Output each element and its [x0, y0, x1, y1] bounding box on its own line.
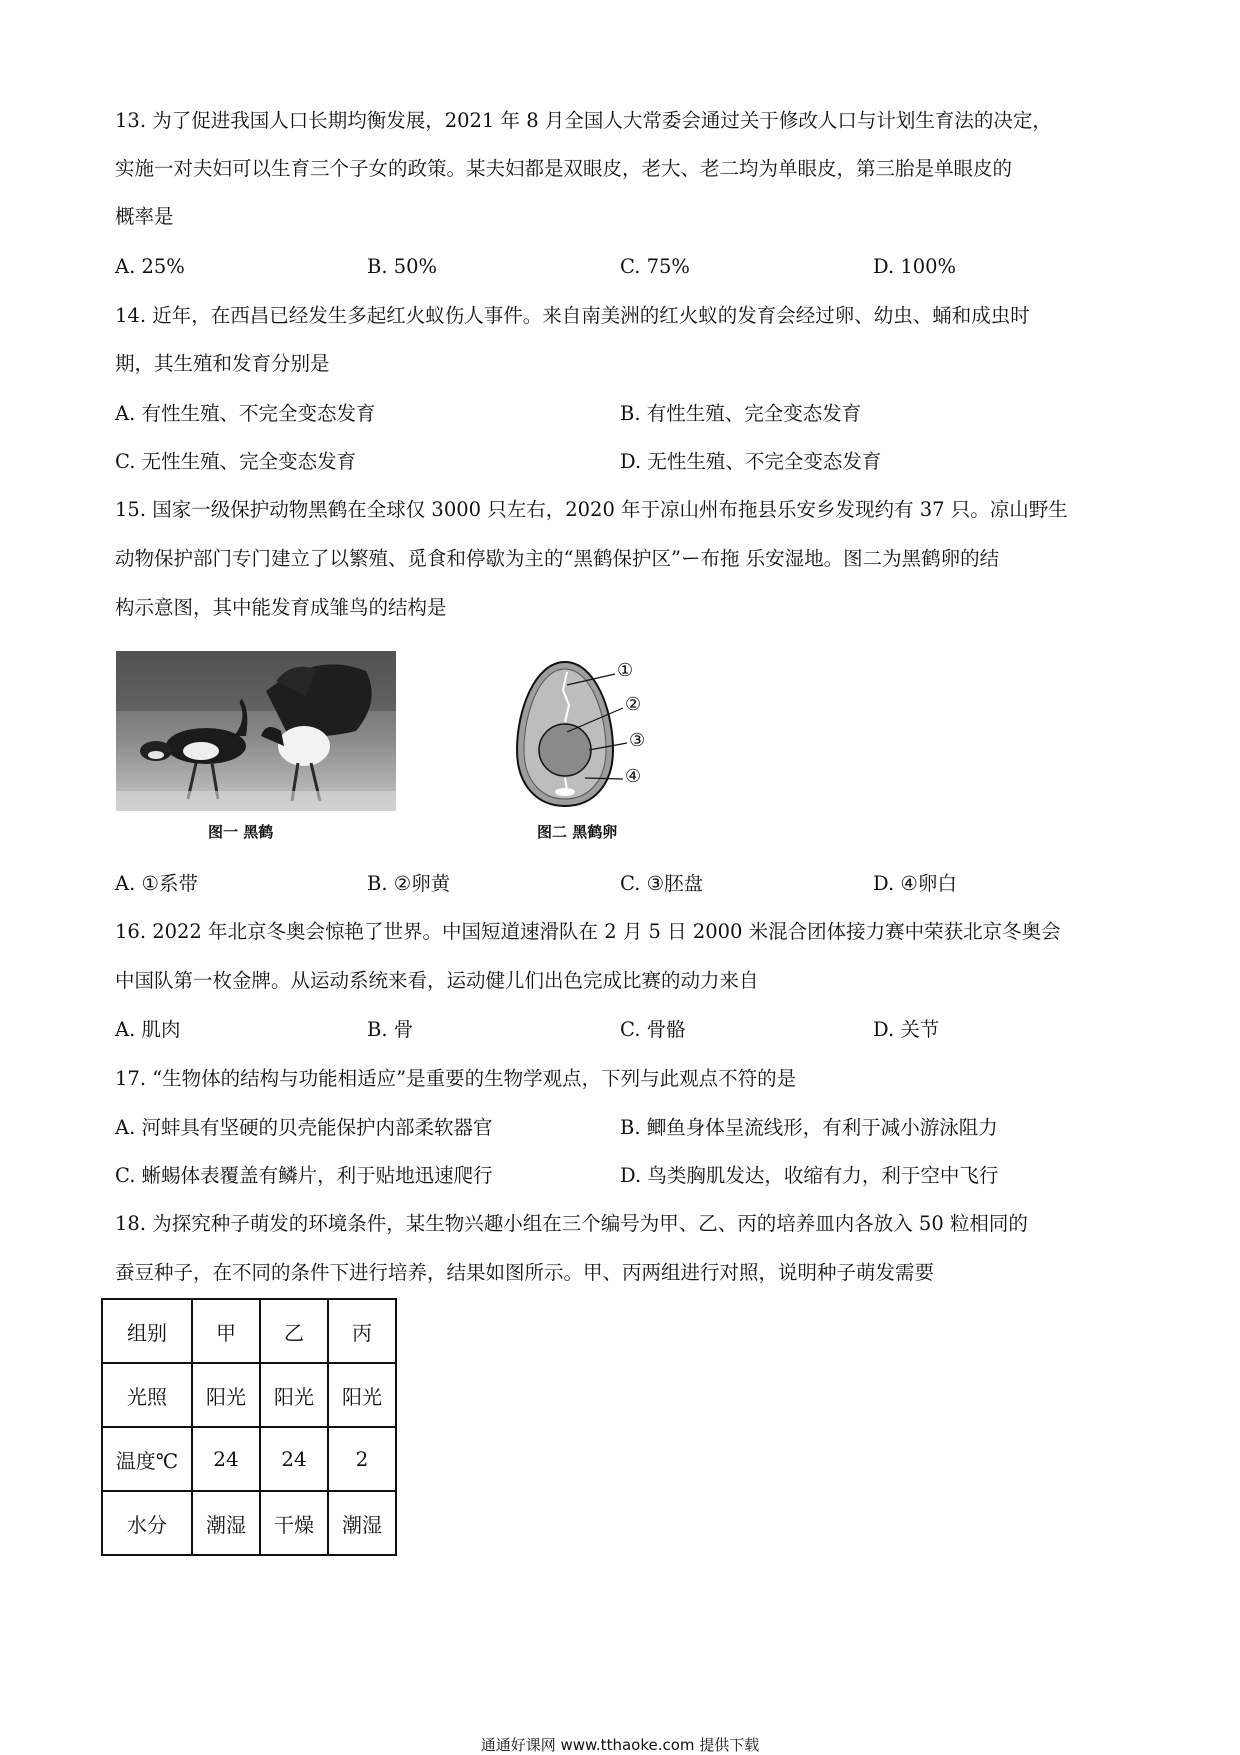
table-cell: 阳光 — [192, 1363, 260, 1427]
q16-option-c: C. 骨骼 — [620, 1018, 686, 1041]
table-row — [102, 1299, 396, 1363]
figure2-caption: 图二 黑鹤卵 — [537, 823, 618, 841]
q17-option-c: C. 蜥蜴体表覆盖有鳞片，利于贴地迅速爬行 — [115, 1164, 493, 1187]
table-cell: 温度℃ — [102, 1427, 192, 1491]
q16-option-b: B. 骨 — [367, 1018, 414, 1041]
q17-option-d: D. 鸟类胸肌发达，收缩有力，利于空中飞行 — [620, 1164, 999, 1187]
egg-label-4: ④ — [625, 766, 642, 787]
table-cell: 干燥 — [260, 1491, 328, 1555]
q13-option-c: C. 75% — [620, 255, 690, 278]
table-cell: 阳光 — [328, 1363, 396, 1427]
table-cell: 丙 — [328, 1299, 396, 1363]
table-cell: 24 — [192, 1427, 260, 1491]
q17-option-b: B. 鲫鱼身体呈流线形，有利于减小游泳阻力 — [620, 1116, 998, 1139]
table-row — [102, 1427, 396, 1491]
q17-line-1: 17. “生物体的结构与功能相适应”是重要的生物学观点，下列与此观点不符的是 — [115, 1067, 797, 1090]
table-cell: 乙 — [260, 1299, 328, 1363]
table-row — [102, 1491, 396, 1555]
q15-line-2: 动物保护部门专门建立了以繁殖、觅食和停歇为主的“黑鹤保护区”ー布拖 乐安湿地。图二为黑鹤卵的结 — [115, 547, 1000, 570]
table-cell: 光照 — [102, 1363, 192, 1427]
q13-option-a: A. 25% — [115, 255, 185, 278]
q14-option-d: D. 无性生殖、不完全变态发育 — [620, 450, 882, 473]
germination-table — [101, 1298, 397, 1556]
table-cell: 甲 — [192, 1299, 260, 1363]
q17-option-a: A. 河蚌具有坚硬的贝壳能保护内部柔软器官 — [115, 1116, 493, 1139]
q13-line-3: 概率是 — [115, 205, 174, 228]
figure1-caption: 图一 黑鹤 — [208, 823, 274, 841]
q18-line-1: 18. 为探究种子萌发的环境条件，某生物兴趣小组在三个编号为甲、乙、丙的培养皿内各放入 50 粒相同的 — [115, 1212, 1028, 1235]
q16-line-1: 16. 2022 年北京冬奥会惊艳了世界。中国短道速滑队在 2 月 5 日 2000 米混合团体接力赛中荣获北京冬奥会 — [115, 920, 1061, 943]
table-cell: 2 — [328, 1427, 396, 1491]
q14-line-1: 14. 近年，在西昌已经发生多起红火蚁伤人事件。来自南美洲的红火蚁的发育会经过卵、幼虫、蛹和成虫时 — [115, 304, 1030, 327]
table-cell: 水分 — [102, 1491, 192, 1555]
q15-option-b: B. ②卵黄 — [367, 872, 451, 895]
egg-structure-diagram — [505, 660, 685, 810]
table-cell: 潮湿 — [192, 1491, 260, 1555]
table-cell: 阳光 — [260, 1363, 328, 1427]
q14-option-a: A. 有性生殖、不完全变态发育 — [115, 402, 376, 425]
egg-label-1: ① — [617, 660, 634, 681]
q15-option-c: C. ③胚盘 — [620, 872, 704, 895]
q14-option-b: B. 有性生殖、完全变态发育 — [620, 402, 862, 425]
q18-line-2: 蚕豆种子，在不同的条件下进行培养，结果如图所示。甲、丙两组进行对照，说明种子萌发需要 — [115, 1261, 935, 1284]
q16-line-2: 中国队第一枚金牌。从运动系统来看，运动健儿们出色完成比赛的动力来自 — [115, 969, 759, 992]
q14-option-c: C. 无性生殖、完全变态发育 — [115, 450, 357, 473]
q13-line-2: 实施一对夫妇可以生育三个子女的政策。某夫妇都是双眼皮，老大、老二均为单眼皮，第三胎是单眼皮的 — [115, 157, 1013, 180]
table-cell: 24 — [260, 1427, 328, 1491]
black-crane-photo — [116, 651, 396, 811]
q16-option-a: A. 肌肉 — [115, 1018, 181, 1041]
q15-line-3: 构示意图，其中能发育成雏鸟的结构是 — [115, 596, 447, 619]
q15-line-1: 15. 国家一级保护动物黑鹤在全球仅 3000 只左右，2020 年于凉山州布拖县乐安乡发现约有 37 只。凉山野生 — [115, 498, 1068, 521]
q14-line-2: 期，其生殖和发育分别是 — [115, 352, 330, 375]
q16-option-d: D. 关节 — [873, 1018, 940, 1041]
page-footer: 通通好课网 www.tthaoke.com 提供下载 — [480, 1736, 760, 1754]
table-cell: 潮湿 — [328, 1491, 396, 1555]
q13-option-b: B. 50% — [367, 255, 438, 278]
q13-option-d: D. 100% — [873, 255, 957, 278]
q15-option-d: D. ④卵白 — [873, 872, 957, 895]
egg-label-2: ② — [625, 694, 642, 715]
table-row — [102, 1363, 396, 1427]
q13-line-1: 13. 为了促进我国人口长期均衡发展，2021 年 8 月全国人大常委会通过关于修改人口与计划生育法的决定， — [115, 109, 1052, 132]
table-cell: 组别 — [102, 1299, 192, 1363]
q15-option-a: A. ①系带 — [115, 872, 198, 895]
egg-label-3: ③ — [629, 730, 646, 751]
